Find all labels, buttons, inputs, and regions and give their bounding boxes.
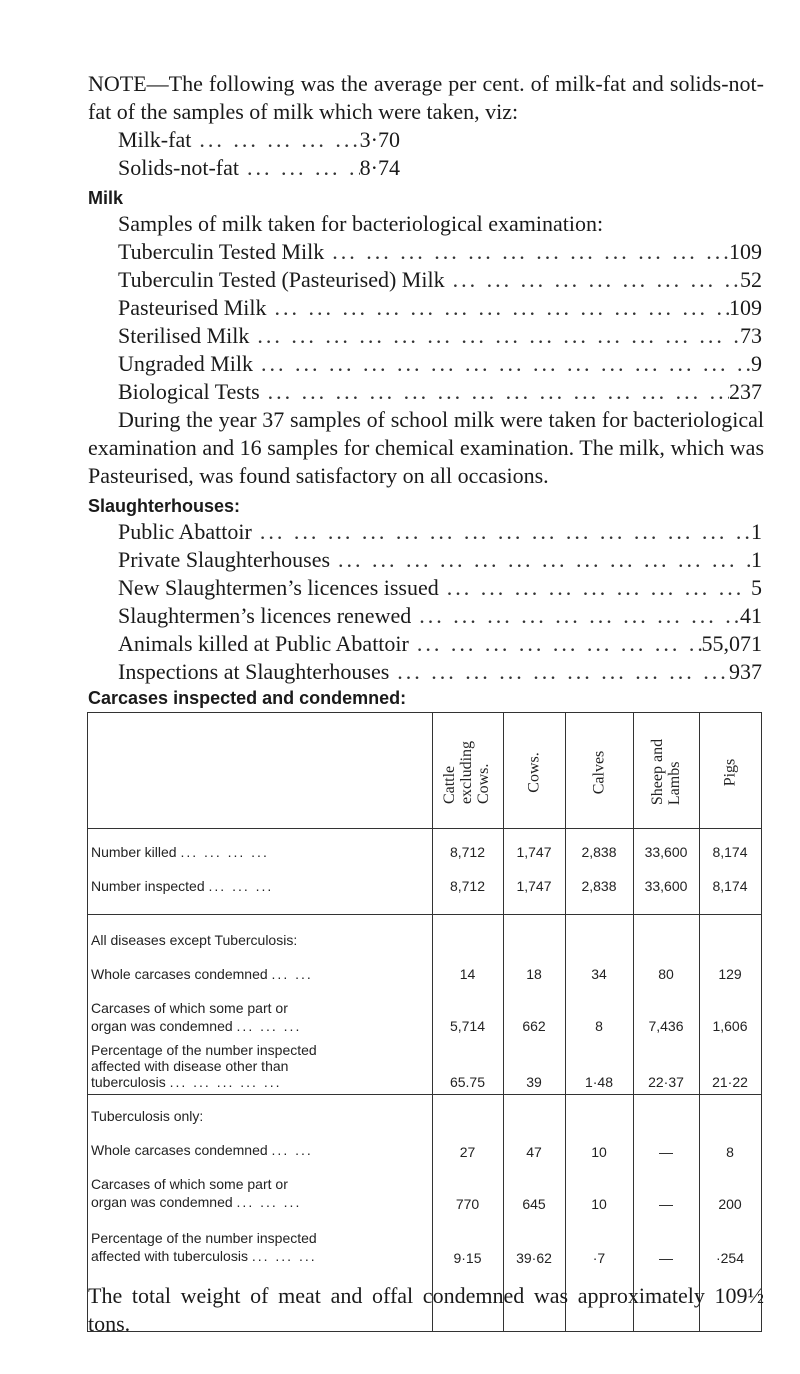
table-cell: 1·48 [584,1074,614,1090]
column-header-sheep: Sheep and Lambs [649,738,684,806]
row-label-percentage: Percentage of the number inspected [91,1042,317,1058]
table-cell: 8 [595,1018,603,1034]
row-label-tb-part-condemned: Carcases of which some part or [91,1176,288,1192]
table-cell: 8,712 [449,878,486,894]
table-cell: ·254 [715,1250,745,1266]
row-label-tb-part-condemned-2: organ was condemned ... ... ... [91,1194,302,1210]
table-cell: 1,606 [712,1018,748,1034]
table-cell: 1,747 [516,844,552,860]
table-cell: 8 [726,1144,734,1160]
table-cell: 8,712 [449,844,486,860]
carcases-heading: Carcases inspected and condemned: [88,688,407,708]
milk-row: Tuberculin Tested Milk ... . 109 [118,238,762,266]
table-cell: 18 [526,966,542,982]
group-title-all-diseases: All diseases except Tuberculosis: [91,932,298,948]
row-label-percentage-3: tuberculosis ... ... ... ... ... [91,1074,282,1090]
slaughterhouse-row: Private Slaughterhouses ... . 1 [118,546,762,574]
row-label-tb-whole-condemned: Whole carcases condemned ... ... [91,1142,313,1158]
table-cell: — [659,1196,673,1212]
note-row-solids-not-fat: Solids-not-fat ... . 8·74 [118,154,400,182]
table-cell: ·7 [592,1250,606,1266]
table-cell: 662 [522,1018,546,1034]
table-cell: 129 [718,966,742,982]
table-cell: 39·62 [516,1250,552,1266]
table-cell: 2,838 [581,844,617,860]
footer-paragraph: The total weight of meat and offal condemned was approximately 109½ tons. [88,1283,764,1336]
slaughterhouse-row: Public Abattoir ... . 1 [118,518,762,546]
note-row-milk-fat: Milk-fat ... . 3·70 [118,126,400,154]
row-label-tb-percentage-2: affected with tuberculosis ... ... ... [91,1248,317,1264]
table-cell: 22·37 [648,1074,684,1090]
row-label-percentage-2: affected with disease other than [91,1058,289,1074]
table-cell: 8,174 [712,878,748,894]
milk-heading: Milk [88,188,124,208]
table-cell: 645 [522,1196,546,1212]
column-header-cattle: Cattle excluding Cows. [441,740,493,804]
carcases-table [87,712,762,1332]
slaughterhouse-row: Animals killed at Public Abattoir ... . 55,071 [118,630,762,658]
group-title-tuberculosis: Tuberculosis only: [91,1108,204,1124]
table-cell: 14 [459,966,476,982]
milk-row: Tuberculin Tested (Pasteurised) Milk ... . 52 [118,266,762,294]
table-cell: 200 [718,1196,742,1212]
row-label-whole-condemned: Whole carcases condemned ... ... [91,966,313,982]
row-label-number-killed: Number killed ... ... ... ... [91,844,269,860]
table-cell: 65.75 [449,1074,486,1090]
table-cell: 7,436 [648,1018,684,1034]
row-label-tb-percentage: Percentage of the number inspected [91,1230,317,1246]
table-cell: 27 [459,1144,476,1160]
note-paragraph: NOTE—The following was the average per cent. of milk-fat and solids-not-fat of the samples of milk which were taken, viz: [88,71,764,124]
table-cell: 33,600 [644,878,688,894]
column-header-cows: Cows. [525,751,543,793]
table-cell: 47 [526,1144,542,1160]
slaughterhouse-row: Slaughtermen’s licences renewed ... . 41 [118,602,762,630]
table-cell: 33,600 [644,844,688,860]
slaughterhouses-heading: Slaughterhouses: [88,496,241,516]
slaughterhouse-row: New Slaughtermen’s licences issued ... . 5 [118,574,762,602]
milk-row: Ungraded Milk ... . 9 [118,350,762,378]
table-cell: — [659,1144,673,1160]
table-cell: 9·15 [453,1250,482,1266]
table-cell: 80 [658,966,674,982]
table-cell: 21·22 [712,1074,748,1090]
table-cell: 8,174 [712,844,748,860]
row-label-number-inspected: Number inspected ... ... ... [91,878,274,894]
table-cell: 10 [591,1196,607,1212]
table-cell: 1,747 [516,878,552,894]
table-cell: 10 [591,1144,607,1160]
table-cell: 5,714 [449,1018,486,1034]
column-header-calves: Calves [590,750,608,794]
milk-row: Biological Tests ... . 237 [118,378,762,406]
school-milk-paragraph: During the year 37 samples of school milk were taken for bacteriological examination and 16 samples for chemical examination. The milk, which was Pasteurised, was found satisfactory on all occasions. [88,407,764,488]
row-label-part-condemned-2: organ was condemned ... ... ... [91,1018,302,1034]
milk-row: Sterilised Milk ... . 73 [118,322,762,350]
column-header-pigs: Pigs [721,758,739,786]
table-cell: 770 [455,1196,480,1212]
table-cell: 39 [526,1074,542,1090]
slaughterhouse-row: Inspections at Slaughterhouses ... . 937 [118,658,762,686]
table-cell: 2,838 [581,878,617,894]
milk-intro: Samples of milk taken for bacteriological examination: [118,211,604,236]
table-cell: 34 [591,966,607,982]
milk-row: Pasteurised Milk ... . 109 [118,294,762,322]
table-cell: — [659,1250,673,1266]
row-label-part-condemned: Carcases of which some part or [91,1000,288,1016]
